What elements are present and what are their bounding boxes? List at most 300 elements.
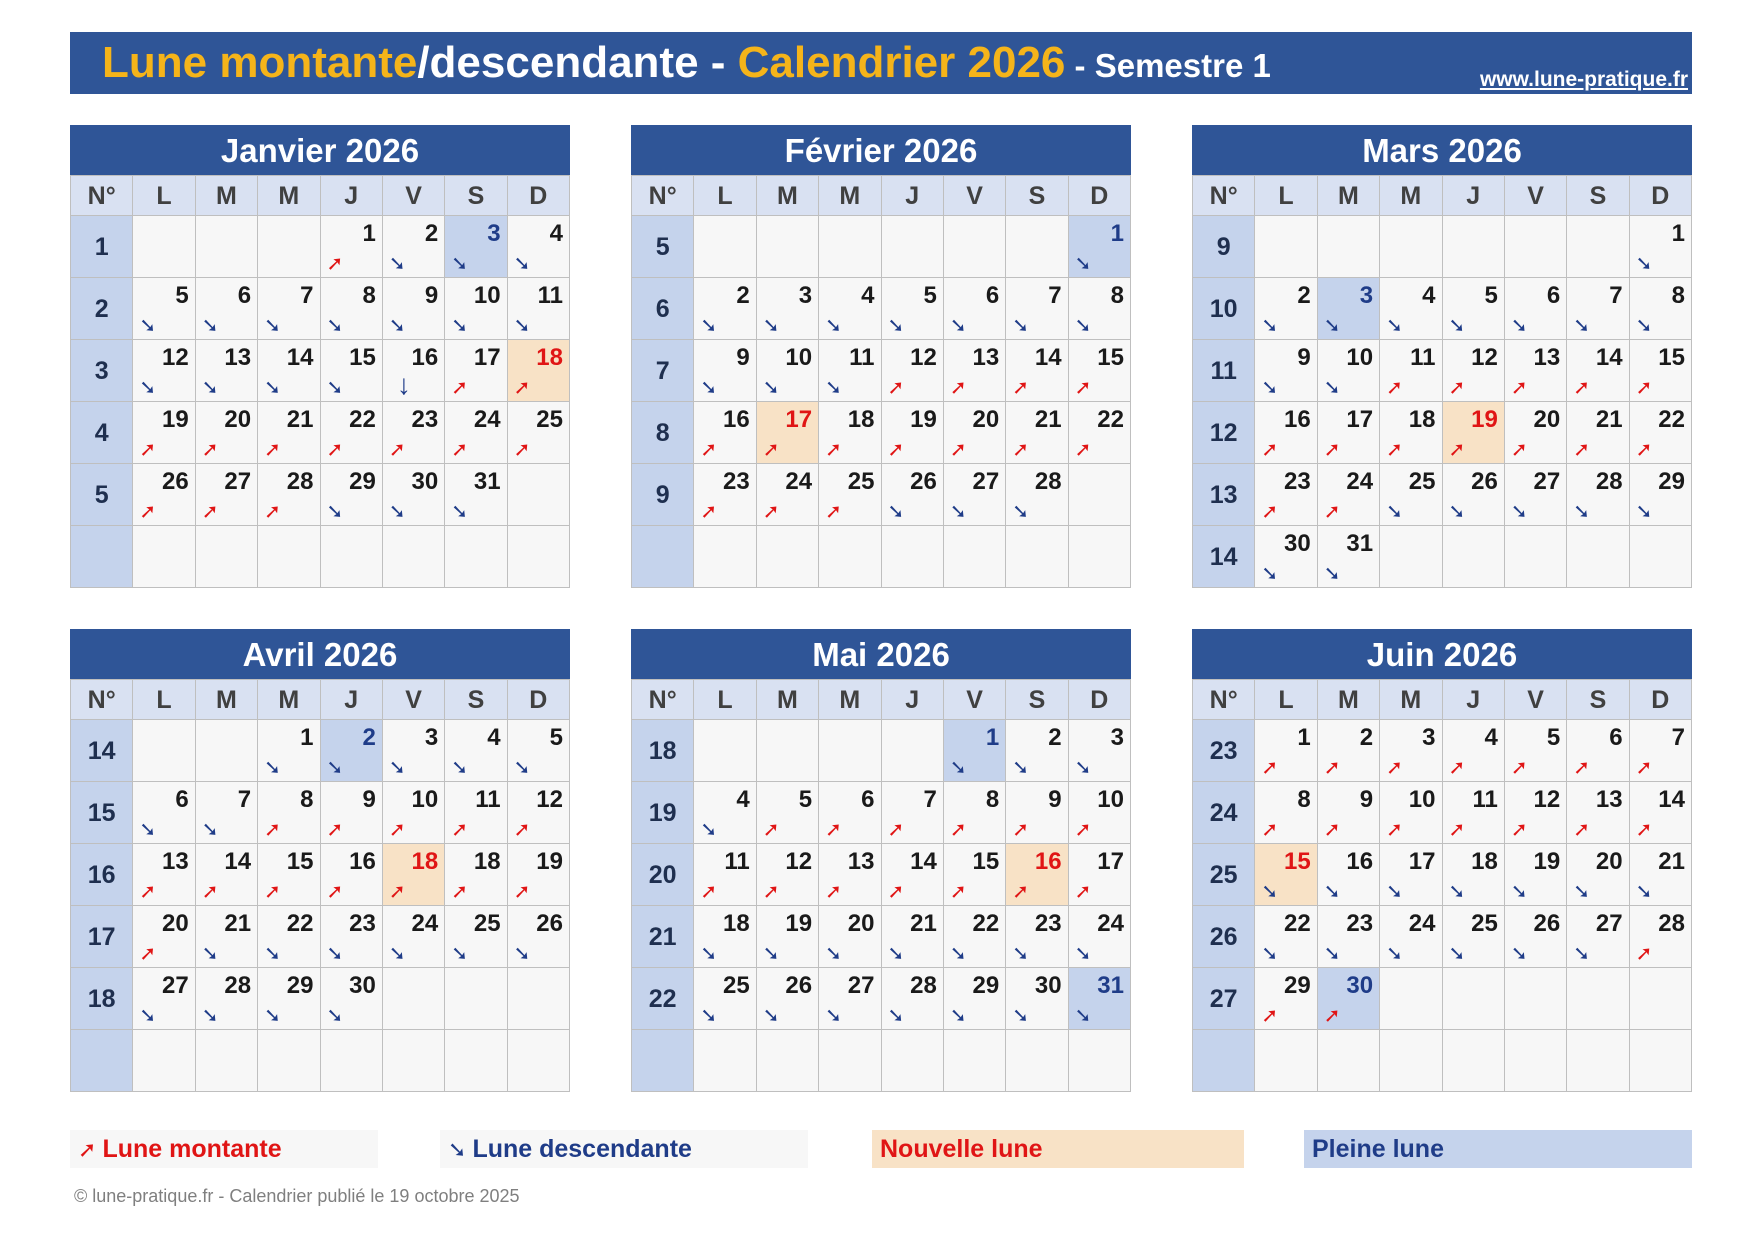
day-cell xyxy=(1069,906,1131,968)
weekday-header: D xyxy=(1630,176,1692,216)
month-grid xyxy=(1192,679,1692,1092)
day-cell xyxy=(819,526,881,588)
legend-full-moon xyxy=(1304,1130,1692,1168)
day-cell xyxy=(321,464,383,526)
title-falling: /descendante - xyxy=(417,38,738,87)
day-cell xyxy=(1255,906,1317,968)
day-cell xyxy=(1567,464,1629,526)
legend-rising xyxy=(70,1130,378,1168)
week-number: 26 xyxy=(1193,906,1255,968)
week-number: 15 xyxy=(71,782,133,844)
rising-moon-icon: ➚ xyxy=(201,501,219,523)
rising-moon-icon: ➚ xyxy=(1510,439,1528,461)
day-number: 1 xyxy=(1671,220,1685,247)
rising-moon-icon: ➚ xyxy=(201,439,219,461)
day-number: 6 xyxy=(1546,282,1561,309)
day-cell xyxy=(694,526,756,588)
day-cell xyxy=(258,216,320,278)
day-cell xyxy=(1505,402,1567,464)
day-number: 26 xyxy=(1471,468,1498,495)
day-cell xyxy=(445,402,507,464)
rising-moon-icon: ➚ xyxy=(1635,757,1653,779)
day-number: 7 xyxy=(300,282,314,309)
day-cell xyxy=(1069,402,1131,464)
day-cell xyxy=(694,1030,756,1092)
day-cell xyxy=(882,526,944,588)
day-number: 30 xyxy=(1346,972,1374,999)
day-cell xyxy=(882,844,944,906)
falling-moon-icon: ➘ xyxy=(1074,315,1092,337)
rising-moon-icon: ➚ xyxy=(1074,881,1092,903)
falling-moon-icon: ➘ xyxy=(388,253,406,275)
day-cell xyxy=(757,402,819,464)
falling-moon-icon: ➘ xyxy=(949,757,967,779)
rising-moon-icon: ➚ xyxy=(326,881,344,903)
rising-moon-icon: ➚ xyxy=(1323,501,1341,523)
weekday-header: M xyxy=(1380,680,1442,720)
day-cell xyxy=(508,216,570,278)
day-number: 17 xyxy=(473,344,501,371)
rising-moon-icon: ➚ xyxy=(388,819,406,841)
week-number-header: N° xyxy=(71,176,133,216)
falling-moon-icon: ➘ xyxy=(1510,943,1528,965)
day-cell xyxy=(1318,340,1380,402)
rising-moon-icon: ➚ xyxy=(139,943,157,965)
month-calendar xyxy=(70,125,570,597)
day-number: 16 xyxy=(1284,406,1311,433)
day-cell xyxy=(196,782,258,844)
falling-moon-icon: ➘ xyxy=(326,757,344,779)
day-number: 24 xyxy=(785,468,813,495)
day-number: 21 xyxy=(1034,406,1062,433)
day-number: 7 xyxy=(1048,282,1062,309)
day-cell xyxy=(819,968,881,1030)
day-cell xyxy=(258,340,320,402)
week-number: 14 xyxy=(1193,526,1255,588)
day-cell xyxy=(757,782,819,844)
weekday-header: L xyxy=(1255,176,1317,216)
day-number: 14 xyxy=(1658,786,1685,813)
day-number: 13 xyxy=(1533,344,1561,371)
rising-moon-icon: ➚ xyxy=(949,881,967,903)
day-cell xyxy=(1505,1030,1567,1092)
day-cell xyxy=(757,720,819,782)
day-number: 23 xyxy=(349,910,376,937)
day-cell xyxy=(757,340,819,402)
weekday-header: M xyxy=(1318,176,1380,216)
day-cell xyxy=(1006,782,1068,844)
day-number: 7 xyxy=(1671,724,1685,751)
day-cell xyxy=(196,906,258,968)
day-number: 25 xyxy=(723,972,750,999)
rising-moon-icon: ➚ xyxy=(1573,819,1591,841)
rising-moon-icon: ➚ xyxy=(762,501,780,523)
legend-full-moon-label: Pleine lune xyxy=(1312,1135,1444,1163)
rising-moon-icon: ➚ xyxy=(1510,757,1528,779)
falling-moon-icon: ➘ xyxy=(825,1005,842,1027)
falling-moon-icon: ➘ xyxy=(451,253,469,275)
day-cell xyxy=(1069,782,1131,844)
day-number: 14 xyxy=(224,848,252,875)
day-number: 26 xyxy=(536,910,563,937)
week-number-header: N° xyxy=(632,680,694,720)
day-number: 29 xyxy=(1284,972,1311,999)
week-number: 18 xyxy=(632,720,694,782)
weekday-header: M xyxy=(1380,176,1442,216)
falling-moon-icon: ➘ xyxy=(1261,563,1279,585)
day-cell xyxy=(1006,968,1068,1030)
falling-moon-icon: ➘ xyxy=(700,1005,718,1027)
day-cell xyxy=(133,464,195,526)
day-cell xyxy=(1505,906,1567,968)
falling-moon-icon: ➘ xyxy=(1323,377,1341,399)
day-number: 1 xyxy=(1110,220,1124,247)
day-cell xyxy=(258,278,320,340)
day-number: 7 xyxy=(923,786,937,813)
day-cell xyxy=(944,464,1006,526)
rising-moon-icon: ➚ xyxy=(451,377,469,399)
month-title: Juin 2026 xyxy=(1192,629,1692,679)
day-cell xyxy=(445,278,507,340)
day-cell xyxy=(508,464,570,526)
day-number: 20 xyxy=(162,910,189,937)
day-cell xyxy=(383,340,445,402)
day-cell xyxy=(445,844,507,906)
day-cell xyxy=(1069,464,1131,526)
day-cell xyxy=(133,968,195,1030)
weekday-header: V xyxy=(944,176,1006,216)
day-cell xyxy=(1443,720,1505,782)
day-cell xyxy=(258,968,320,1030)
day-number: 14 xyxy=(1034,344,1062,371)
falling-moon-icon: ➘ xyxy=(1448,315,1466,337)
week-number: 17 xyxy=(71,906,133,968)
day-cell xyxy=(508,782,570,844)
footer-copyright: © lune-pratique.fr - Calendrier publié le 19 octobre 2025 xyxy=(74,1186,520,1206)
day-cell xyxy=(445,340,507,402)
falling-moon-icon: ➘ xyxy=(1635,501,1653,523)
rising-moon-icon: ➚ xyxy=(1323,819,1341,841)
rising-moon-icon: ➚ xyxy=(326,253,344,275)
day-cell xyxy=(133,906,195,968)
rising-moon-icon: ➚ xyxy=(264,501,281,523)
rising-moon-icon: ➚ xyxy=(1386,439,1403,461)
rising-moon-icon: ➚ xyxy=(139,439,157,461)
day-cell xyxy=(1006,402,1068,464)
day-number: 27 xyxy=(972,468,1000,495)
day-cell xyxy=(1318,906,1380,968)
north-east-arrow-icon: ➚ xyxy=(78,1137,97,1162)
day-number: 20 xyxy=(972,406,1000,433)
day-number: 9 xyxy=(1359,786,1374,813)
day-number: 1 xyxy=(1297,724,1311,751)
day-cell xyxy=(944,526,1006,588)
falling-moon-icon: ➘ xyxy=(1573,943,1591,965)
falling-moon-icon: ➘ xyxy=(1074,757,1092,779)
day-number: 17 xyxy=(1346,406,1374,433)
day-cell xyxy=(133,526,195,588)
day-cell xyxy=(1255,464,1317,526)
day-cell xyxy=(196,402,258,464)
day-cell xyxy=(757,278,819,340)
day-number: 8 xyxy=(1671,282,1685,309)
day-number: 29 xyxy=(286,972,314,999)
day-number: 12 xyxy=(1533,786,1561,813)
day-number: 22 xyxy=(1284,910,1311,937)
day-cell xyxy=(1069,340,1131,402)
day-cell xyxy=(1380,278,1442,340)
rising-moon-icon: ➚ xyxy=(1323,1005,1341,1027)
day-cell xyxy=(1443,216,1505,278)
rising-moon-icon: ➚ xyxy=(762,819,780,841)
weekday-header: L xyxy=(694,176,756,216)
falling-moon-icon: ➘ xyxy=(264,377,281,399)
day-cell xyxy=(1630,720,1692,782)
day-number: 30 xyxy=(411,468,439,495)
day-number: 26 xyxy=(910,468,937,495)
rising-moon-icon: ➚ xyxy=(1635,439,1653,461)
day-cell xyxy=(882,340,944,402)
falling-moon-icon: ➘ xyxy=(887,1005,905,1027)
day-cell xyxy=(508,402,570,464)
falling-moon-icon: ➘ xyxy=(762,377,780,399)
day-number: 11 xyxy=(1410,344,1436,371)
day-cell xyxy=(1380,782,1442,844)
day-number: 5 xyxy=(1546,724,1561,751)
day-cell xyxy=(383,720,445,782)
day-number: 19 xyxy=(1471,406,1498,433)
day-cell xyxy=(1380,844,1442,906)
rising-moon-icon: ➚ xyxy=(949,377,967,399)
weekday-header: J xyxy=(321,176,383,216)
day-number: 2 xyxy=(1359,724,1374,751)
weekday-header: D xyxy=(508,680,570,720)
day-number: 30 xyxy=(349,972,376,999)
day-cell xyxy=(757,464,819,526)
day-cell xyxy=(1567,340,1629,402)
day-cell xyxy=(1255,340,1317,402)
day-cell xyxy=(694,340,756,402)
day-cell xyxy=(944,340,1006,402)
day-cell xyxy=(321,720,383,782)
day-number: 26 xyxy=(1533,910,1561,937)
month-grid xyxy=(70,679,570,1092)
week-number: 27 xyxy=(1193,968,1255,1030)
day-number: 15 xyxy=(1658,344,1685,371)
rising-moon-icon: ➚ xyxy=(825,881,842,903)
day-number: 7 xyxy=(237,786,252,813)
day-cell xyxy=(1567,968,1629,1030)
rising-moon-icon: ➚ xyxy=(264,819,281,841)
day-cell xyxy=(508,968,570,1030)
day-number: 19 xyxy=(536,848,563,875)
weekday-header: V xyxy=(383,680,445,720)
day-number: 19 xyxy=(910,406,937,433)
day-number: 5 xyxy=(923,282,937,309)
rising-moon-icon: ➚ xyxy=(762,439,780,461)
weekday-header: M xyxy=(196,680,258,720)
rising-moon-icon: ➚ xyxy=(1635,819,1653,841)
day-cell xyxy=(1069,968,1131,1030)
day-number: 3 xyxy=(487,220,501,247)
day-number: 9 xyxy=(1297,344,1311,371)
week-number: 7 xyxy=(632,340,694,402)
day-number: 30 xyxy=(1034,972,1062,999)
month-title: Mai 2026 xyxy=(631,629,1131,679)
day-cell xyxy=(508,278,570,340)
day-cell xyxy=(1505,278,1567,340)
falling-moon-icon: ➘ xyxy=(1323,881,1341,903)
day-cell xyxy=(508,906,570,968)
month-title: Février 2026 xyxy=(631,125,1131,175)
rising-moon-icon: ➚ xyxy=(1386,757,1403,779)
falling-moon-icon: ➘ xyxy=(825,315,842,337)
day-cell xyxy=(1630,402,1692,464)
day-number: 18 xyxy=(536,344,563,371)
day-number: 6 xyxy=(861,786,875,813)
day-number: 14 xyxy=(286,344,314,371)
day-cell xyxy=(1443,1030,1505,1092)
falling-moon-icon: ➘ xyxy=(139,819,157,841)
day-cell xyxy=(445,720,507,782)
day-number: 20 xyxy=(847,910,875,937)
day-cell xyxy=(1069,278,1131,340)
rising-moon-icon: ➚ xyxy=(451,439,469,461)
falling-moon-icon: ➘ xyxy=(1012,757,1030,779)
day-number: 18 xyxy=(1471,848,1498,875)
day-cell xyxy=(508,720,570,782)
falling-moon-icon: ➘ xyxy=(1510,881,1528,903)
day-cell xyxy=(133,720,195,782)
weekday-header: L xyxy=(133,680,195,720)
falling-moon-icon: ➘ xyxy=(1573,315,1591,337)
day-number: 6 xyxy=(1609,724,1623,751)
rising-moon-icon: ➚ xyxy=(1074,377,1092,399)
day-cell xyxy=(1630,340,1692,402)
day-number: 15 xyxy=(286,848,314,875)
day-cell xyxy=(508,340,570,402)
day-cell xyxy=(1380,968,1442,1030)
day-cell xyxy=(694,782,756,844)
day-cell xyxy=(196,340,258,402)
page-title xyxy=(102,32,1271,104)
day-cell xyxy=(694,402,756,464)
rising-moon-icon: ➚ xyxy=(1261,1005,1279,1027)
day-cell xyxy=(819,1030,881,1092)
rising-moon-icon: ➚ xyxy=(513,881,531,903)
day-cell xyxy=(1567,278,1629,340)
weekday-header: M xyxy=(757,680,819,720)
day-cell xyxy=(1505,782,1567,844)
day-cell xyxy=(383,402,445,464)
day-cell xyxy=(258,526,320,588)
falling-moon-icon: ➘ xyxy=(513,315,531,337)
legend-falling xyxy=(440,1130,808,1168)
falling-moon-icon: ➘ xyxy=(1323,943,1341,965)
week-number: 2 xyxy=(71,278,133,340)
day-cell xyxy=(1318,844,1380,906)
day-cell xyxy=(882,278,944,340)
day-number: 3 xyxy=(1110,724,1124,751)
day-cell xyxy=(321,278,383,340)
south-east-arrow-icon: ➘ xyxy=(448,1137,467,1162)
day-cell xyxy=(1006,526,1068,588)
week-number: 16 xyxy=(71,844,133,906)
day-number: 13 xyxy=(1595,786,1623,813)
falling-moon-icon: ➘ xyxy=(887,943,905,965)
day-cell xyxy=(757,1030,819,1092)
day-cell xyxy=(445,906,507,968)
rising-moon-icon: ➚ xyxy=(1012,819,1030,841)
falling-moon-icon: ➘ xyxy=(326,377,344,399)
day-cell xyxy=(1380,906,1442,968)
falling-moon-icon: ➘ xyxy=(451,757,469,779)
day-cell xyxy=(819,278,881,340)
day-number: 25 xyxy=(847,468,875,495)
rising-moon-icon: ➚ xyxy=(264,439,281,461)
rising-moon-icon: ➚ xyxy=(887,439,905,461)
day-number: 2 xyxy=(736,282,750,309)
falling-moon-icon: ➘ xyxy=(326,943,344,965)
day-number: 22 xyxy=(972,910,1000,937)
month-title: Janvier 2026 xyxy=(70,125,570,175)
day-number: 13 xyxy=(224,344,252,371)
day-number: 3 xyxy=(424,724,439,751)
rising-moon-icon: ➚ xyxy=(1386,377,1403,399)
day-number: 18 xyxy=(473,848,501,875)
falling-moon-icon: ➘ xyxy=(762,1005,780,1027)
day-cell xyxy=(1443,278,1505,340)
day-cell xyxy=(1443,526,1505,588)
site-link[interactable]: www.lune-pratique.fr xyxy=(1479,68,1688,91)
day-cell xyxy=(944,844,1006,906)
day-number: 1 xyxy=(362,220,376,247)
falling-moon-icon: ➘ xyxy=(700,943,718,965)
day-number: 23 xyxy=(1034,910,1062,937)
weekday-header: L xyxy=(694,680,756,720)
rising-moon-icon: ➚ xyxy=(1635,943,1653,965)
day-cell xyxy=(1318,720,1380,782)
rising-moon-icon: ➚ xyxy=(1386,819,1403,841)
week-number: 9 xyxy=(632,464,694,526)
week-number: 10 xyxy=(1193,278,1255,340)
day-number: 15 xyxy=(1097,344,1124,371)
day-cell xyxy=(1443,340,1505,402)
day-cell xyxy=(1069,1030,1131,1092)
falling-moon-icon: ➘ xyxy=(1012,315,1030,337)
falling-moon-icon: ➘ xyxy=(1573,881,1591,903)
day-cell xyxy=(383,278,445,340)
day-cell xyxy=(1255,216,1317,278)
falling-moon-icon: ➘ xyxy=(1074,1005,1092,1027)
day-cell xyxy=(819,216,881,278)
falling-moon-icon: ➘ xyxy=(326,501,344,523)
day-cell xyxy=(882,782,944,844)
falling-moon-icon: ➘ xyxy=(1448,501,1466,523)
day-cell xyxy=(1006,216,1068,278)
month-calendar xyxy=(1192,629,1692,1101)
rising-moon-icon: ➚ xyxy=(388,439,406,461)
day-number: 24 xyxy=(411,910,439,937)
day-number: 27 xyxy=(1533,468,1561,495)
falling-moon-icon: ➘ xyxy=(1510,501,1528,523)
day-cell xyxy=(1255,844,1317,906)
day-cell xyxy=(1380,526,1442,588)
day-number: 18 xyxy=(411,848,439,875)
day-cell xyxy=(1630,906,1692,968)
falling-moon-icon: ➘ xyxy=(700,377,718,399)
falling-moon-icon: ➘ xyxy=(139,1005,157,1027)
